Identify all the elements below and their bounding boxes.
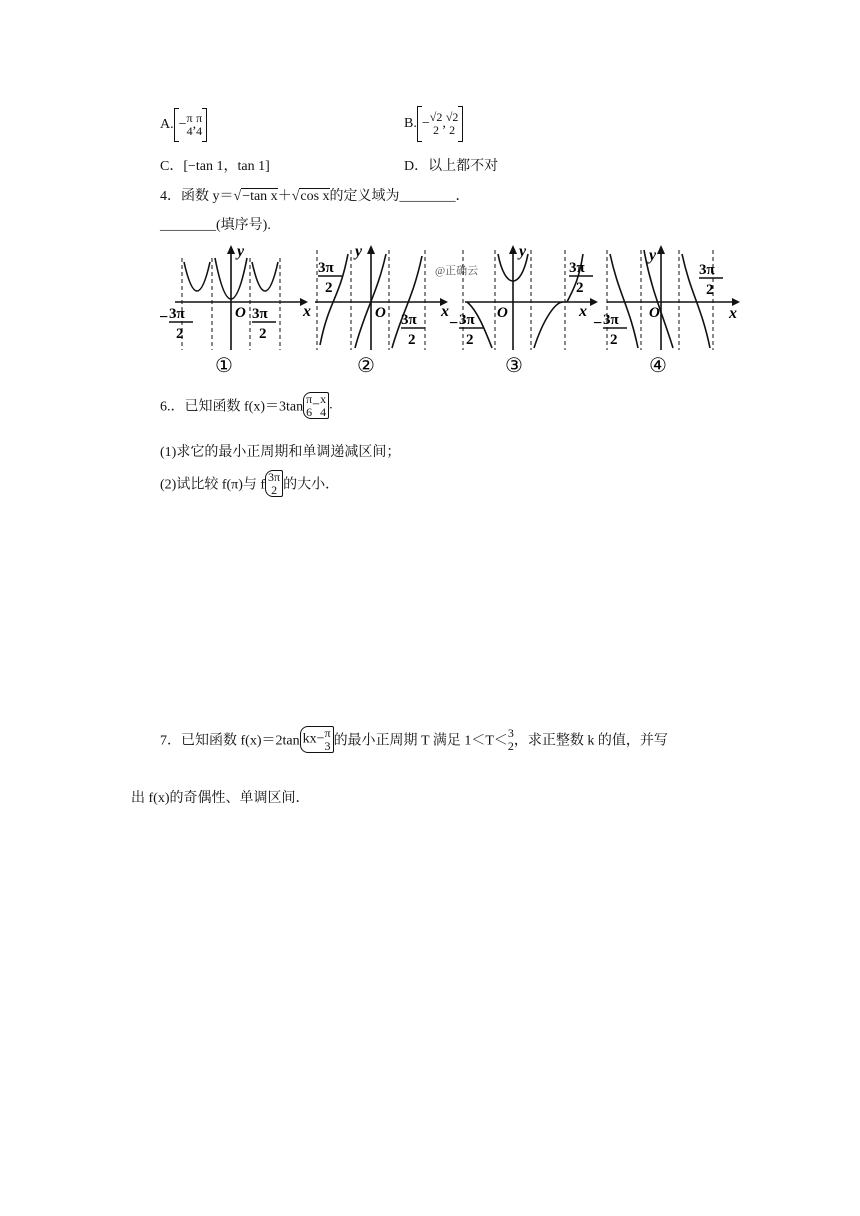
question-6-line-1: 6.．已知函数 f(x)＝3tan π 6 − x 4 .	[160, 392, 333, 419]
option-b: B. − √2 2 , √2 2	[404, 106, 463, 142]
svg-text:y: y	[237, 243, 245, 260]
svg-text:3π: 3π	[318, 260, 334, 276]
question-7-line-1: 7．已知函数 f(x)＝2tan kx− π 3 的最小正周期 T 满足 1＜T＜ 3 2 ，求正整数 k 的值，并写	[160, 726, 668, 753]
svg-text:y: y	[519, 243, 527, 260]
svg-text:O: O	[497, 305, 508, 321]
graph-1	[159, 243, 311, 377]
svg-text:2: 2	[176, 326, 184, 342]
svg-text:2: 2	[466, 332, 474, 348]
svg-text:y: y	[649, 247, 657, 264]
svg-text:①: ①	[215, 355, 233, 377]
svg-text:3π: 3π	[603, 312, 619, 328]
option-a: A. − π 4 , π 4	[160, 108, 207, 142]
svg-text:O: O	[649, 305, 660, 321]
svg-text:3π: 3π	[169, 306, 185, 322]
svg-text:−: −	[593, 315, 603, 332]
svg-text:O: O	[235, 305, 246, 321]
tangent-graphs-figure	[155, 240, 745, 380]
svg-text:y: y	[355, 243, 363, 260]
svg-text:④: ④	[649, 355, 667, 377]
option-c: C．[−tan 1，tan 1]	[160, 159, 270, 174]
svg-text:x: x	[579, 303, 587, 320]
svg-text:3π: 3π	[401, 312, 417, 328]
svg-text:2: 2	[259, 326, 267, 342]
svg-text:O: O	[375, 305, 386, 321]
question-6-part-2: (2)试比较 f(π)与 f 3π 2 的大小．	[160, 470, 340, 497]
svg-text:2: 2	[576, 280, 584, 296]
question-4: 4．函数 y＝√−tan x＋√cos x的定义域为________．	[160, 189, 470, 204]
svg-text:3π: 3π	[569, 260, 585, 276]
svg-text:x: x	[729, 305, 737, 322]
svg-text:−: −	[449, 315, 459, 332]
question-4-answer-line: ________(填序号).	[160, 218, 271, 233]
graph-3	[449, 243, 598, 377]
svg-text:3π: 3π	[252, 306, 268, 322]
graph-2	[315, 243, 449, 377]
svg-text:−: −	[159, 309, 169, 326]
svg-text:x: x	[303, 303, 311, 320]
svg-text:3π: 3π	[459, 312, 475, 328]
svg-text:2: 2	[706, 282, 714, 298]
svg-text:2: 2	[325, 280, 333, 296]
watermark: @正确云	[435, 265, 479, 277]
option-d: D．以上都不对	[404, 159, 499, 174]
question-6-part-1: (1)求它的最小正周期和单调递减区间；	[160, 445, 401, 460]
svg-text:②: ②	[357, 355, 375, 377]
question-7-line-2: 出 f(x)的奇偶性、单调区间．	[131, 791, 310, 806]
svg-text:3π: 3π	[699, 262, 715, 278]
svg-text:2: 2	[610, 332, 618, 348]
graph-4	[593, 245, 740, 377]
svg-text:x: x	[441, 303, 449, 320]
svg-text:2: 2	[408, 332, 416, 348]
svg-text:③: ③	[505, 355, 523, 377]
